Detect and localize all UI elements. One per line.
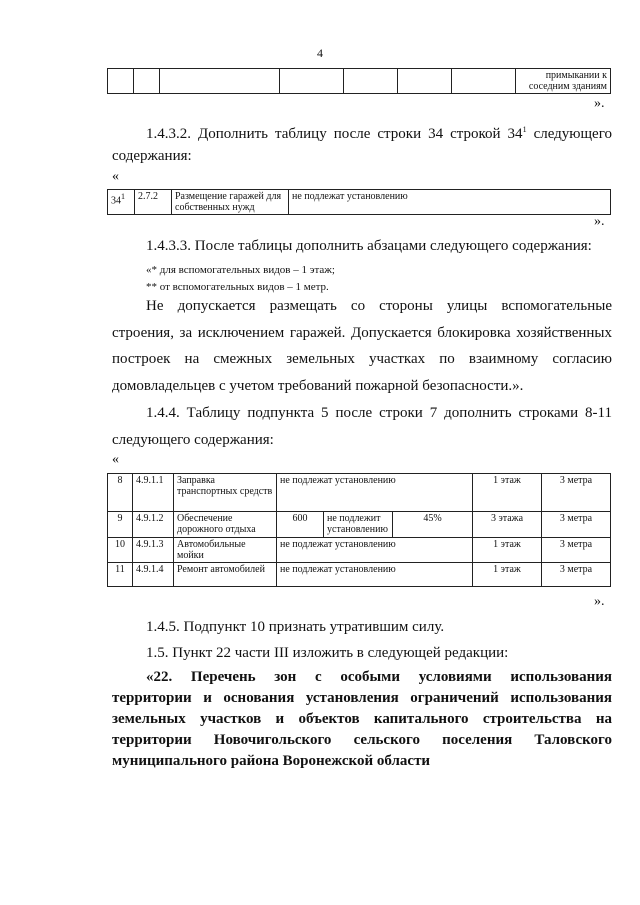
table-fragment-top (107, 68, 611, 94)
quote-close: ». (594, 594, 605, 609)
footnote: «* для вспомогательных видов – 1 этаж; (146, 264, 335, 276)
paragraph: 1.4.4. Таблицу подпункта 5 после строки 7 дополнить строками 8-11 (146, 405, 612, 421)
section-heading-cont: территории Новочигольского сельского поселения Таловского (112, 732, 612, 748)
paragraph-cont: домовладельцев с учетом требований пожарной безопасности.». (112, 378, 524, 394)
footnote: ** от вспомогательных видов – 1 метр. (146, 281, 329, 293)
section-heading-cont: муниципального района Воронежской области (112, 753, 431, 769)
section-heading-cont: земельных участков и объектов капитального строительства на (112, 711, 612, 727)
paragraph: 1.4.3.2. Дополнить таблицу после строки 34 строкой $34^1$ следующего (146, 125, 612, 142)
table-insert-34-1: $34^1$ 2.7.2 Размещение гаражей для собственных нужд не подлежат установлению (107, 189, 611, 215)
paragraph-cont: построек на смежных земельных участках по взаимному согласию (112, 351, 612, 367)
quote-close: ». (594, 96, 605, 111)
paragraph-cont: следующего содержания: (112, 432, 274, 448)
table-row: 11 4.9.1.4 Ремонт автомобилей не подлежат установлению 1 этаж 3 метра (108, 563, 611, 587)
paragraph: 1.4.3.3. После таблицы дополнить абзацами следующего содержания: (146, 238, 592, 254)
paragraph-cont: содержания: (112, 148, 192, 164)
table-row: 9 4.9.1.2 Обеспечение дорожного отдыха 600 не подлежит установлению 45% 3 этажа 3 метра (108, 512, 611, 538)
paragraph: 1.5. Пункт 22 части III изложить в следующей редакции: (146, 645, 509, 661)
paragraph: Не допускается размещать со стороны улицы вспомогательные (146, 298, 612, 314)
section-heading: «22. Перечень зон с особыми условиями использования (146, 669, 612, 685)
quote-open: « (112, 169, 119, 184)
quote-close: ». (594, 214, 605, 229)
paragraph-cont: строения, за исключением гаражей. Допускается блокировка хозяйственных (112, 325, 612, 341)
table-row: 10 4.9.1.3 Автомобильные мойки не подлежат установлению 1 этаж 3 метра (108, 538, 611, 563)
quote-open: « (112, 452, 119, 467)
table-rows-8-11 (107, 473, 611, 587)
page-number: 4 (317, 46, 323, 60)
section-heading-cont: территории и основания установления ограничений использования (112, 690, 612, 706)
table-row: 8 4.9.1.1 Заправка транспортных средств не подлежат установлению 1 этаж 3 метра (108, 474, 611, 512)
paragraph: 1.4.5. Подпункт 10 признать утратившим силу. (146, 619, 445, 635)
table-cell: примыкании к соседним зданиям (515, 69, 610, 94)
